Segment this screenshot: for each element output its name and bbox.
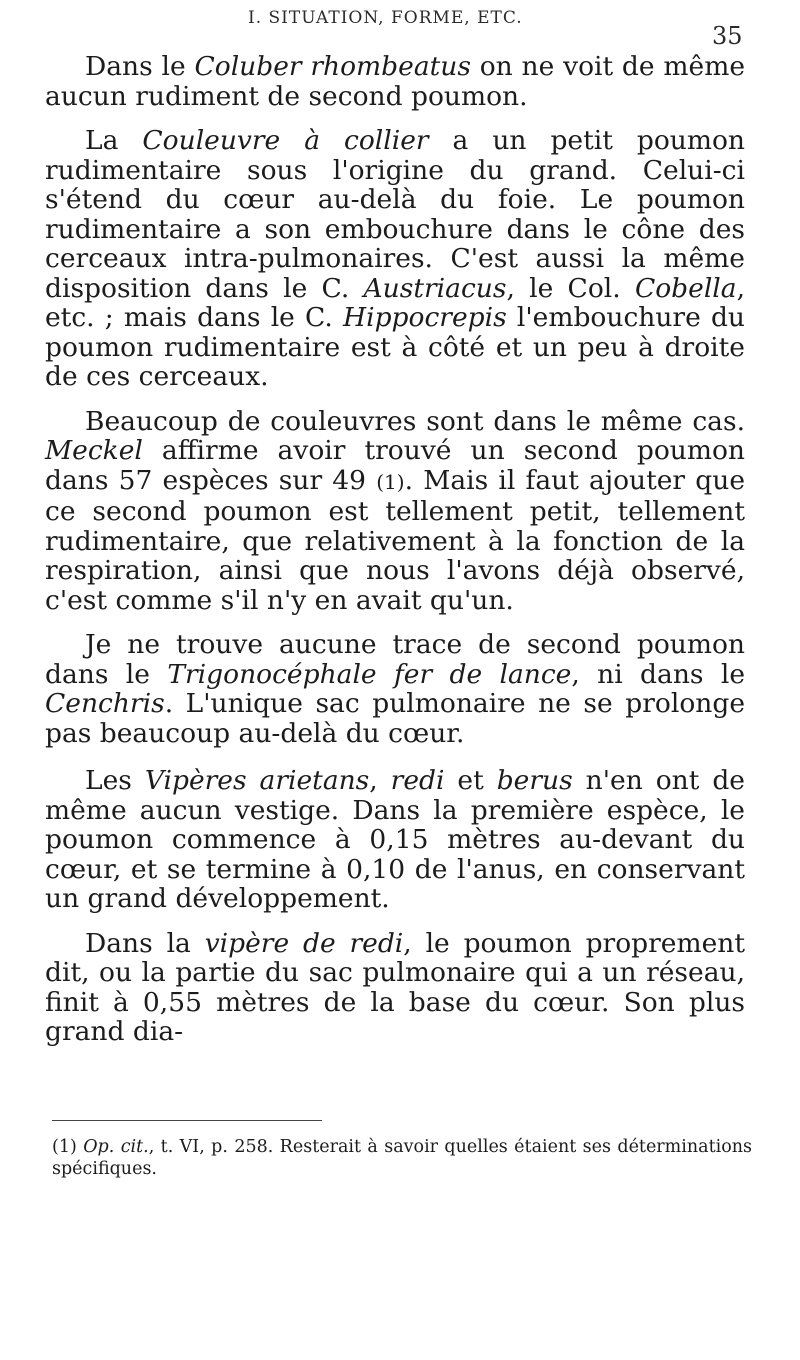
paragraph-couleuvre-a-collier: La Couleuvre à collier a un petit poumon rudimentaire sous l'origine du grand. Celui-ci s'étend du cœur au-delà du foie. Le poumon rudimentaire a son embouchure dans le cône des cerceaux intra-pulmonaires. C'est aussi la même disposition dans le C. Austriacus, le Col. Cobella, etc. ; mais dans le C. Hippocrepis l'embouchure du poumon rudimentaire est à côté et un peu à droite de ces cerceaux. [45,125,746,392]
page-number: 35 [712,22,743,50]
species-name: Trigonocéphale fer de lance [167,658,572,690]
footnote-text: , t. VI, p. 258. Resterait à savoir quelles étaient ses déterminations spécifiques. [52,1137,752,1179]
species-name: Vipères arietans [144,765,370,796]
paragraph-trigonocephale: Je ne trouve aucune trace de second poumon dans le Trigonocéphale fer de lance, ni dans le Cenchris. L'unique sac pulmonaire ne se prolonge pas beaucoup au-delà du cœur. [45,629,746,749]
footnote-divider [52,1120,322,1121]
paragraph-meckel: Beaucoup de couleuvres sont dans le même cas. Meckel affirme avoir trouvé un second poumon dans 57 espèces sur 49 (1). Mais il faut ajouter que ce second poumon est tellement petit, tellement rudimentaire, que relativement à la fonction de la respiration, ainsi que nous l'avons déjà observé, c'est comme s'il n'y en avait qu'un. [45,405,746,616]
author-name: Meckel [45,435,143,466]
footnote-source: Op. cit. [83,1137,149,1157]
paragraph-viperes: Les Vipères arietans, redi et berus n'en ont de même aucun vestige. Dans la première espèce, le poumon commence à 0,15 mètres au-devant du cœur, et se termine à 0,10 de l'anus, en conservant un grand développement. [45,765,745,914]
body-text [45,52,745,1062]
species-name: redi [390,765,445,796]
species-name: Cobella [634,272,737,304]
paragraph-coluber-rhombeatus: Dans le Coluber rhombeatus on ne voit de même aucun rudiment de second poumon. [45,51,746,112]
species-name: vipère de redi [204,927,404,959]
running-title: I. SITUATION, FORME, ETC. [248,8,523,28]
species-name: Austriacus [363,272,507,304]
footnote-marker: (1) [52,1137,77,1157]
footnote [52,1136,752,1180]
species-name: Cenchris [45,688,165,719]
species-name: Couleuvre à collier [142,125,429,156]
species-name: Coluber rhombeatus [194,51,471,82]
species-name: Hippocrepis [343,302,507,333]
footnote-reference: (1) [376,469,405,494]
species-name: berus [496,765,573,796]
paragraph-vipere-de-redi: Dans la vipère de redi, le poumon proprement dit, ou la partie du sac pulmonaire qui a un réseau, finit à 0,55 mètres de la base du cœur. Son plus grand dia- [45,927,745,1047]
